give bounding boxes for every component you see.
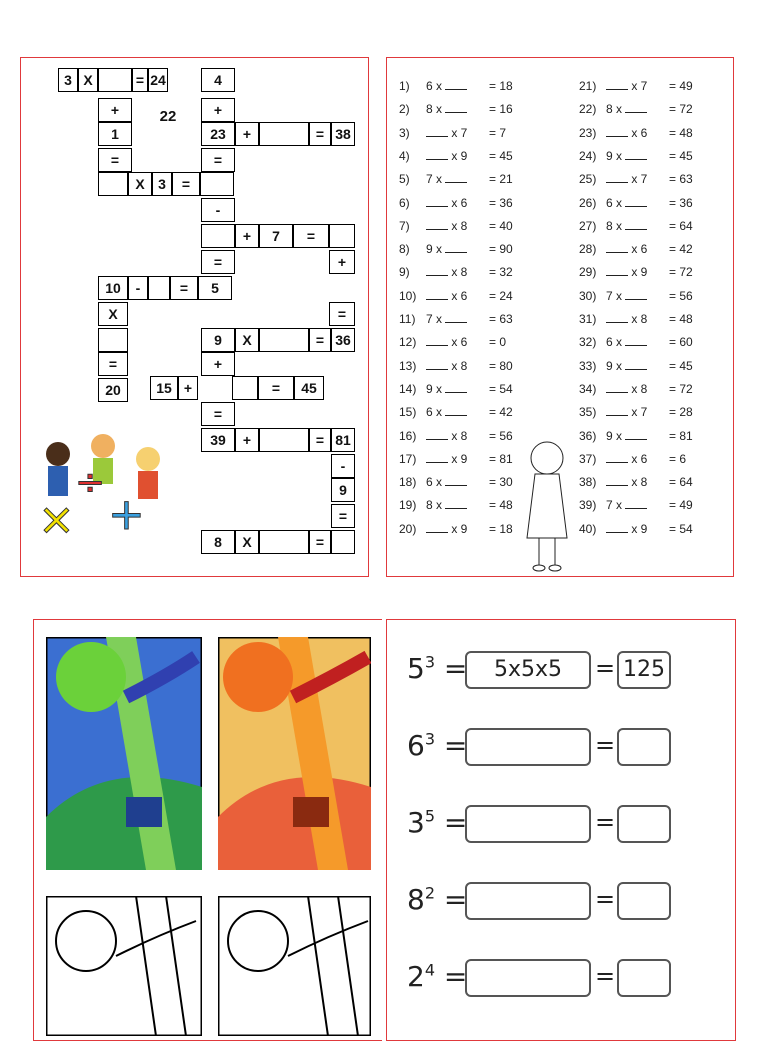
factor: 6 x [426,404,467,420]
product: = 45 [489,148,513,163]
multiplication-row [399,241,549,257]
crossword-cell: = [98,148,132,172]
crossword-blank-cell[interactable] [201,224,235,248]
item-number: 10) [399,288,417,303]
answer-blank[interactable] [445,382,467,393]
item-number: 3) [399,125,410,140]
factor: 6 x [606,195,647,211]
crossword-blank-cell[interactable] [98,328,128,352]
answer-blank[interactable] [445,79,467,90]
answer-blank[interactable] [426,126,448,137]
factor: x 8 [426,264,467,280]
crossword-cell: 24 [148,68,168,92]
crossword-cell: 5 [198,276,232,300]
expansion-box[interactable] [465,805,591,843]
answer-blank[interactable] [625,359,647,370]
product: = 30 [489,475,513,490]
product: = 63 [489,312,513,326]
crossword-cell: + [201,98,235,122]
item-number: 34) [579,381,597,396]
product: = 49 [669,498,693,513]
answer-blank[interactable] [625,219,647,230]
expansion-box[interactable]: 5x5x5 [465,651,591,689]
crossword-cell: 23 [201,122,235,146]
answer-blank[interactable] [606,79,628,90]
crossword-cell: = [172,172,200,196]
answer-blank[interactable] [606,382,628,393]
answer-blank[interactable] [426,359,448,370]
multiplication-row [579,218,729,234]
crossword-cell: = [201,250,235,274]
crossword-cell: + [98,98,132,122]
result-box[interactable] [617,728,671,766]
answer-blank[interactable] [606,405,628,416]
multiplication-row [399,78,549,94]
product: = 36 [489,195,513,210]
power-expression: $5^3$ = [407,652,468,685]
crossword-cell: X [78,68,98,92]
crossword-cell: = [331,504,355,528]
crossword-cell: 10 [98,276,128,300]
product: = 64 [669,218,693,233]
cool-colors-picture [46,637,202,870]
item-number: 15) [399,405,417,420]
multiplication-row [579,264,729,280]
answer-blank[interactable] [625,149,647,160]
product: = 63 [669,172,693,187]
product: = 45 [669,148,693,163]
equals-sign: = [595,731,616,759]
item-number: 36) [579,428,597,443]
crossword-cell: X [98,302,128,326]
factor: 9 x [606,358,647,374]
svg-text:×: × [38,494,75,544]
multiplication-row [579,171,729,187]
factor: x 6 [606,125,647,141]
answer-blank[interactable] [625,196,647,207]
product: = 72 [669,102,693,117]
crossword-cell: X [128,172,152,196]
product: = 81 [669,428,693,443]
factor: 8 x [426,497,467,513]
crossword-cell: + [178,376,198,400]
answer-blank[interactable] [625,102,647,113]
product: = 48 [669,312,693,326]
item-number: 40) [579,521,597,536]
factor: 6 x [606,334,647,350]
product: = 56 [669,288,693,303]
product: = 64 [669,475,693,490]
product: = 42 [489,405,513,420]
item-number: 33) [579,358,597,373]
answer-blank[interactable] [445,102,467,113]
factor: x 7 [606,171,647,187]
item-number: 35) [579,405,597,420]
crossword-cell: 22 [148,106,188,126]
product: = 40 [489,218,513,233]
crossword-cell: + [201,352,235,376]
item-number: 38) [579,475,597,490]
multiplication-row [579,241,729,257]
item-number: 32) [579,335,597,350]
answer-blank[interactable] [426,149,448,160]
item-number: 26) [579,195,597,210]
multiplication-row [399,381,549,397]
multiplication-row [399,358,549,374]
item-number: 39) [579,498,597,513]
crossword-cell: 36 [331,328,355,352]
crossword-blank-cell[interactable] [259,122,309,146]
factor: 9 x [606,428,647,444]
power-expression: $3^5$ = [407,806,468,839]
crossword-cell: 1 [98,122,132,146]
answer-blank[interactable] [426,522,448,533]
item-number: 6) [399,195,410,210]
product: = 0 [489,335,507,350]
power-row [407,956,707,1000]
answer-blank[interactable] [606,452,628,463]
product: = 81 [489,451,513,466]
factor: x 8 [606,311,647,327]
factor: 7 x [426,311,467,327]
crossword-cell: X [235,530,259,554]
product: = 42 [669,242,693,257]
item-number: 28) [579,242,597,257]
outline-picture-right [218,896,371,1036]
coloring-panel [33,619,382,1041]
item-number: 16) [399,428,417,443]
crossword-panel [20,57,369,577]
item-number: 4) [399,148,410,163]
crossword-cell: - [201,198,235,222]
crossword-blank-cell[interactable] [232,376,258,400]
svg-text:÷: ÷ [75,462,106,503]
multiplication-row [579,148,729,164]
product: = 24 [489,288,513,303]
answer-blank[interactable] [606,475,628,486]
result-box[interactable] [617,882,671,920]
product: = 72 [669,381,693,396]
crossword-blank-cell[interactable] [259,328,309,352]
power-expression: $6^3$ = [407,729,468,762]
crossword-blank-cell[interactable] [259,428,309,452]
answer-blank[interactable] [606,242,628,253]
factor: x 6 [426,288,467,304]
product: = 90 [489,242,513,257]
item-number: 31) [579,312,597,326]
answer-blank[interactable] [445,172,467,183]
item-number: 12) [399,335,417,350]
factor: x 9 [426,451,467,467]
answer-blank[interactable] [426,335,448,346]
outline-picture-left [46,896,202,1036]
power-row [407,725,707,769]
item-number: 1) [399,79,410,93]
multiplication-row [579,428,729,444]
product: = 18 [489,521,513,536]
item-number: 11) [399,312,416,326]
multiplication-row [579,101,729,117]
product: = 36 [669,195,693,210]
powers-panel [386,619,736,1041]
crossword-blank-cell[interactable] [98,172,128,196]
multiplication-row [399,171,549,187]
answer-blank[interactable] [606,312,628,323]
factor: 8 x [606,218,647,234]
answer-blank[interactable] [606,265,628,276]
result-box[interactable] [617,959,671,997]
answer-blank[interactable] [445,242,467,253]
factor: 9 x [426,241,467,257]
product: = 48 [489,498,513,513]
factor: x 7 [606,404,647,420]
answer-blank[interactable] [426,452,448,463]
answer-blank[interactable] [445,405,467,416]
factor: x 8 [606,381,647,397]
crossword-cell: + [235,122,259,146]
item-number: 18) [399,475,417,490]
product: = 56 [489,428,513,443]
crossword-cell: 39 [201,428,235,452]
multiplication-row [399,404,549,420]
product: = 49 [669,79,693,93]
product: = 54 [669,521,693,536]
factor: x 9 [426,148,467,164]
item-number: 21) [579,79,597,93]
product: = 54 [489,381,513,396]
multiplication-row [399,288,549,304]
multiplication-row [579,125,729,141]
product: = 18 [489,79,513,93]
item-number: 27) [579,218,597,233]
crossword-cell: = [309,530,331,554]
item-number: 13) [399,358,417,373]
multiplication-row [579,381,729,397]
equals-sign: = [595,654,616,682]
expansion-box[interactable] [465,959,591,997]
product: = 7 [489,125,507,140]
factor: x 9 [606,521,647,537]
item-number: 22) [579,102,597,117]
multiplication-panel [386,57,734,577]
factor: x 6 [606,451,647,467]
multiplication-row [579,195,729,211]
equals-sign: = [595,808,616,836]
item-number: 2) [399,102,410,117]
factor: x 6 [606,241,647,257]
power-expression: $8^2$ = [407,883,468,916]
factor: x 6 [426,334,467,350]
power-row [407,879,707,923]
factor: 6 x [426,78,467,94]
product: = 60 [669,335,693,350]
crossword-cell: 4 [201,68,235,92]
multiplication-row [399,311,549,327]
product: = 48 [669,125,693,140]
factor: x 8 [426,358,467,374]
crossword-cell: 45 [294,376,324,400]
item-number: 29) [579,265,597,280]
multiplication-row [579,451,729,467]
item-number: 20) [399,521,417,536]
answer-blank[interactable] [426,429,448,440]
answer-blank[interactable] [625,429,647,440]
answer-blank[interactable] [426,265,448,276]
item-number: 25) [579,172,597,187]
crossword-cell: = [329,302,355,326]
crossword-cell: = [293,224,329,248]
multiplication-row [579,474,729,490]
equals-sign: = [595,885,616,913]
factor: 8 x [606,101,647,117]
multiplication-row [399,195,549,211]
crossword-cell: = [98,352,128,376]
crossword-cell: 81 [331,428,355,452]
factor: x 9 [426,521,467,537]
multiplication-row [579,311,729,327]
product: = 6 [669,451,687,466]
multiplication-row [579,497,729,513]
multiplication-row [399,264,549,280]
answer-blank[interactable] [625,335,647,346]
expansion-box[interactable] [465,728,591,766]
factor: x 7 [426,125,467,141]
crossword-cell: = [201,402,235,426]
item-number: 17) [399,451,417,466]
crossword-cell: = [132,68,148,92]
answer-blank[interactable] [426,196,448,207]
item-number: 5) [399,172,410,187]
crossword-cell: X [235,328,259,352]
item-number: 23) [579,125,597,140]
crossword-cell: = [309,328,331,352]
crossword-blank-cell[interactable] [200,172,234,196]
answer-blank[interactable] [426,289,448,300]
equals-sign: = [595,962,616,990]
answer-blank[interactable] [606,522,628,533]
multiplication-row [579,78,729,94]
crossword-blank-cell[interactable] [98,68,132,92]
factor: 6 x [426,474,467,490]
product: = 32 [489,265,513,280]
factor: 9 x [426,381,467,397]
product: = 21 [489,172,513,187]
factor: x 8 [606,474,647,490]
item-number: 37) [579,451,597,466]
product: = 72 [669,265,693,280]
factor: 7 x [606,288,647,304]
multiplication-row [579,521,729,537]
answer-blank[interactable] [445,475,467,486]
girl-illustration [517,438,577,573]
factor: x 6 [426,195,467,211]
item-number: 8) [399,242,410,257]
crossword-cell: 20 [98,378,128,402]
warm-colors-picture [218,637,371,870]
crossword-blank-cell[interactable] [329,224,355,248]
factor: x 9 [606,264,647,280]
crossword-cell: = [258,376,294,400]
item-number: 14) [399,381,417,396]
crossword-cell: 8 [201,530,235,554]
result-box[interactable]: 125 [617,651,671,689]
crossword-cell: = [201,148,235,172]
crossword-cell: 15 [150,376,178,400]
crossword-cell: 7 [259,224,293,248]
factor: 7 x [426,171,467,187]
factor: x 8 [426,428,467,444]
multiplication-row [399,334,549,350]
answer-blank[interactable] [625,289,647,300]
answer-blank[interactable] [606,126,628,137]
answer-blank[interactable] [445,498,467,509]
crossword-cell: + [235,224,259,248]
factor: 7 x [606,497,647,513]
item-number: 24) [579,148,597,163]
product: = 16 [489,102,513,117]
answer-blank[interactable] [625,498,647,509]
power-expression: $2^4$ = [407,960,468,993]
product: = 45 [669,358,693,373]
multiplication-row [399,101,549,117]
crossword-blank-cell[interactable] [259,530,309,554]
crossword-cell: = [309,122,331,146]
crossword-cell: 9 [201,328,235,352]
power-row [407,648,707,692]
factor: 8 x [426,101,467,117]
answer-blank[interactable] [445,312,467,323]
multiplication-row [579,404,729,420]
factor: x 8 [426,218,467,234]
product: = 28 [669,405,693,420]
crossword-blank-cell[interactable] [331,530,355,554]
item-number: 9) [399,265,410,280]
crossword-cell: - [331,454,355,478]
power-row [407,802,707,846]
result-box[interactable] [617,805,671,843]
factor: 9 x [606,148,647,164]
crossword-cell: 9 [331,478,355,502]
crossword-cell: 38 [331,122,355,146]
answer-blank[interactable] [426,219,448,230]
crossword-cell: 3 [152,172,172,196]
multiplication-row [579,288,729,304]
crossword-cell: + [235,428,259,452]
crossword-cell: = [309,428,331,452]
kids-illustration [33,424,183,544]
svg-text:+: + [108,489,145,540]
crossword-blank-cell[interactable] [148,276,170,300]
expansion-box[interactable] [465,882,591,920]
crossword-cell: + [329,250,355,274]
multiplication-row [399,218,549,234]
item-number: 30) [579,288,597,303]
multiplication-row [579,358,729,374]
item-number: 7) [399,218,410,233]
crossword-cell: 3 [58,68,78,92]
crossword-cell: - [128,276,148,300]
multiplication-row [399,125,549,141]
answer-blank[interactable] [606,172,628,183]
multiplication-row [579,334,729,350]
product: = 80 [489,358,513,373]
item-number: 19) [399,498,417,513]
multiplication-row [399,148,549,164]
crossword-cell: = [170,276,198,300]
factor: x 7 [606,78,647,94]
